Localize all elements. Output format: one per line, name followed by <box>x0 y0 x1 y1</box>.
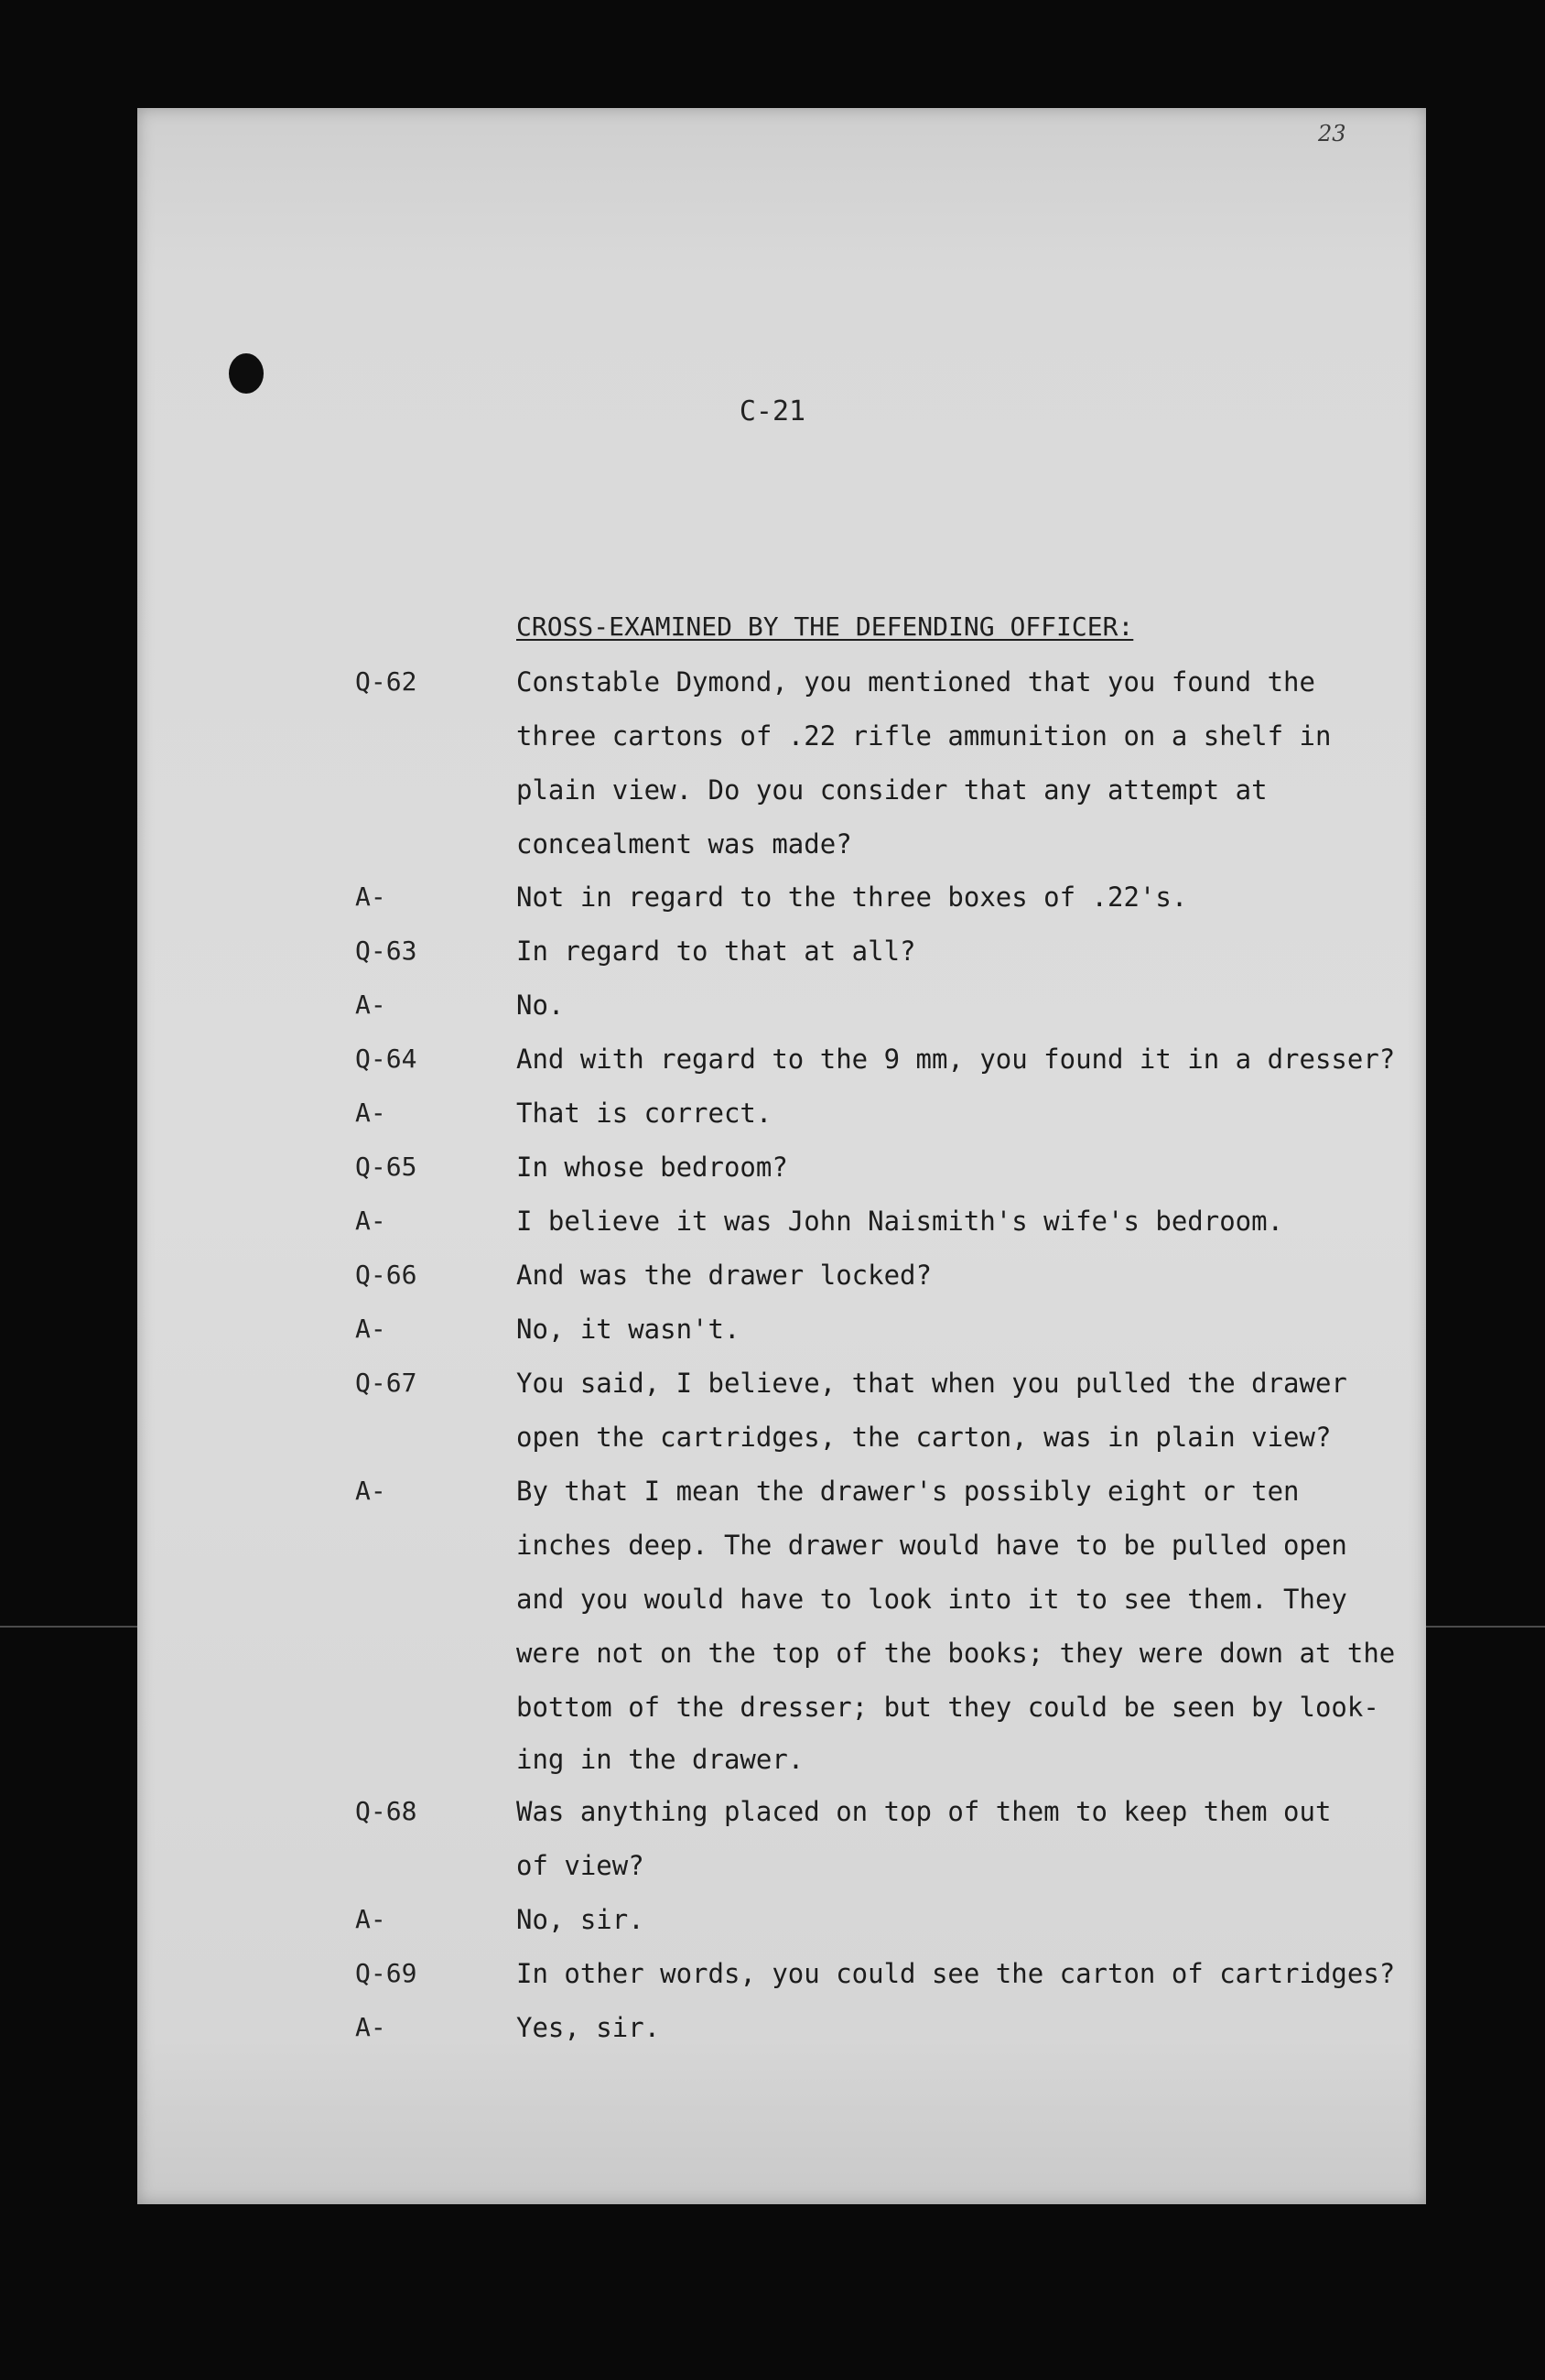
answer-tag: A- <box>355 1904 386 1934</box>
question-tag: Q-64 <box>355 1044 417 1074</box>
question-tag: Q-66 <box>355 1260 417 1290</box>
answer-tag: A- <box>355 990 386 1020</box>
transcript-line: Yes, sir. <box>516 2012 661 2043</box>
question-tag: Q-63 <box>355 936 417 966</box>
section-heading: CROSS-EXAMINED BY THE DEFENDING OFFICER: <box>516 611 1134 642</box>
transcript-line: That is correct. <box>516 1098 772 1129</box>
transcript-line: bottom of the dresser; but they could be seen by look- <box>516 1692 1379 1723</box>
transcript-line: Constable Dymond, you mentioned that you found the <box>516 666 1315 698</box>
transcript-line: In whose bedroom? <box>516 1152 788 1183</box>
transcript-line: I believe it was John Naismith's wife's bedroom. <box>516 1206 1284 1237</box>
answer-tag: A- <box>355 882 386 912</box>
transcript-line: No, it wasn't. <box>516 1314 740 1345</box>
transcript-line: plain view. Do you consider that any attempt at <box>516 774 1268 806</box>
question-tag: Q-68 <box>355 1796 417 1826</box>
transcript-line: and you would have to look into it to see them. They <box>516 1584 1347 1615</box>
transcript-line: were not on the top of the books; they were down at the <box>516 1638 1396 1669</box>
transcript-line: And was the drawer locked? <box>516 1260 932 1291</box>
transcript-line: Not in regard to the three boxes of .22's. <box>516 882 1188 913</box>
question-tag: Q-62 <box>355 666 417 697</box>
question-tag: Q-65 <box>355 1152 417 1182</box>
question-tag: Q-69 <box>355 1958 417 1988</box>
transcript-line: In other words, you could see the carton of cartridges? <box>516 1958 1396 1989</box>
transcript-line: ing in the drawer. <box>516 1744 805 1775</box>
punch-hole-mark <box>229 353 264 394</box>
transcript-line: Was anything placed on top of them to keep them out <box>516 1796 1332 1827</box>
transcript-line: No. <box>516 990 565 1021</box>
page-number-marker: 23 <box>1318 121 1346 146</box>
answer-tag: A- <box>355 1098 386 1128</box>
transcript-line: No, sir. <box>516 1904 644 1935</box>
transcript-line: inches deep. The drawer would have to be pulled open <box>516 1530 1347 1561</box>
transcript-line: open the cartridges, the carton, was in plain view? <box>516 1422 1332 1453</box>
transcript-line: And with regard to the 9 mm, you found it in a dresser? <box>516 1044 1396 1075</box>
transcript-line: of view? <box>516 1850 644 1881</box>
question-tag: Q-67 <box>355 1368 417 1398</box>
answer-tag: A- <box>355 1206 386 1236</box>
transcript-line: three cartons of .22 rifle ammunition on a shelf in <box>516 720 1332 752</box>
transcript-line: You said, I believe, that when you pulled the drawer <box>516 1368 1347 1399</box>
page-title: C-21 <box>739 395 806 427</box>
answer-tag: A- <box>355 1476 386 1506</box>
answer-tag: A- <box>355 2012 386 2042</box>
transcript-line: By that I mean the drawer's possibly eight or ten <box>516 1476 1300 1507</box>
transcript-line: concealment was made? <box>516 828 852 860</box>
transcript-line: In regard to that at all? <box>516 936 916 967</box>
answer-tag: A- <box>355 1314 386 1344</box>
